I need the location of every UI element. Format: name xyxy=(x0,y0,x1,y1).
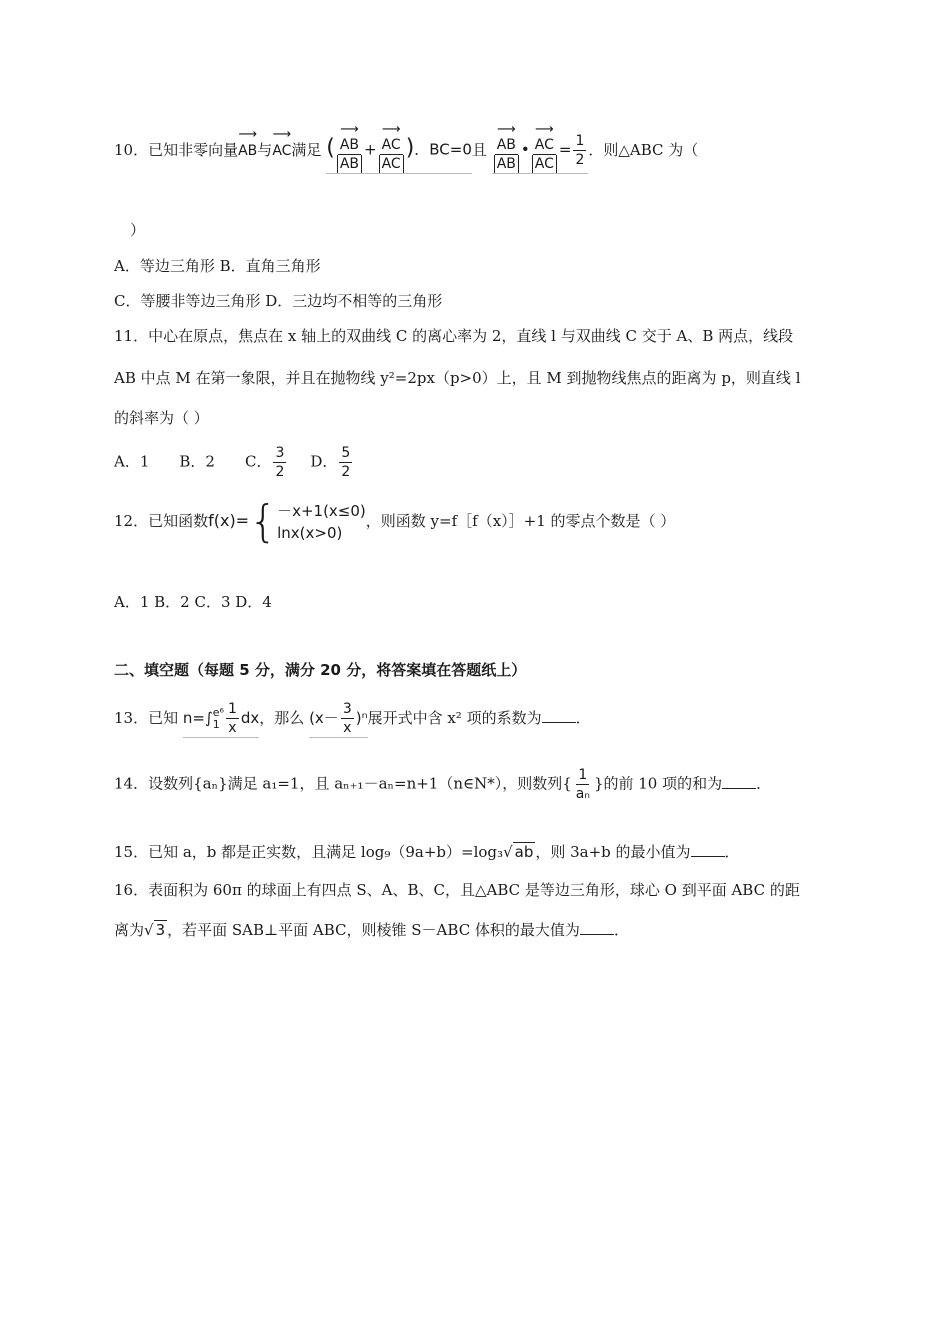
q11-opt-c: C． xyxy=(244,452,272,471)
q12-fx: f(x)= xyxy=(208,511,250,530)
q10-text-b: ．则△ABC 为（ xyxy=(588,141,699,159)
q13-prefix: 13．已知 xyxy=(114,709,179,727)
answer-blank xyxy=(542,708,576,723)
answer-blank xyxy=(691,842,725,857)
vector-ac: ⟶ AC xyxy=(272,133,291,161)
one-half: $\frac{1}{2}$ xyxy=(575,133,585,168)
q15-suffix: ，则 3a+b 的最小值为 xyxy=(535,843,691,861)
q13-line xyxy=(114,700,591,738)
q10-text-a: 已知非零向量 xyxy=(148,141,239,159)
piecewise-cases xyxy=(277,500,366,544)
unit-vector-ac: ⟶ $\frac{AC}{AC}$ xyxy=(379,128,404,173)
q14-suffix: }的前 10 项的和为 xyxy=(593,774,723,793)
q11-line-3: 的斜率为（ ） xyxy=(114,409,209,427)
q10-and2: 且 xyxy=(471,141,487,159)
three-halves: $\frac{3}{2}$ xyxy=(275,445,285,480)
q16-end: ． xyxy=(613,921,629,939)
binomial-formula: (x－ $\frac{3}{x}$ )ⁿ xyxy=(309,701,368,736)
q10-cond-tail: ．BC=0 xyxy=(414,140,472,159)
answer-blank xyxy=(580,920,614,935)
q12-options: A．1 B．2 C．3 D．4 xyxy=(114,593,272,611)
q11-opt-a: A．1 xyxy=(114,452,150,471)
q13-suffix: 展开式中含 x² 项的系数为 xyxy=(367,709,542,727)
q15-prefix: 15．已知 a，b 都是正实数，且满足 log₉（9a+b）=log₃ xyxy=(114,843,504,861)
q12-line xyxy=(114,496,676,547)
sqrt-3: √ 3 xyxy=(144,921,166,939)
q12-case-2: lnx(x>0) xyxy=(277,524,343,542)
q16-suffix-2: ，若平面 SAB⊥平面 ABC，则棱锥 S－ABC 体积的最大值为 xyxy=(167,921,580,939)
q10-close: ） xyxy=(130,221,146,239)
five-halves: $\frac{5}{2}$ xyxy=(341,445,351,480)
q10-line xyxy=(114,128,698,174)
reciprocal-an: $\frac{1}{\text{aₙ}}$ xyxy=(575,767,590,802)
q15-line xyxy=(114,842,740,862)
q14-end: ． xyxy=(756,774,772,793)
q14-prefix: 14．设数列{aₙ}满足 a₁=1，且 aₙ₊₁－aₙ=n+1（n∈N*），则数列{ xyxy=(114,774,572,793)
q15-end: ． xyxy=(724,843,740,861)
integral-formula: n=∫ e⁶ 1 $\frac{1}{x}$ dx xyxy=(182,701,260,736)
q10-dot-formula: ⟶ $\frac{AB}{AB}$ • ⟶ $\frac{AC}{AC}$ = $\frac{1}{2}$ xyxy=(492,128,589,174)
q13-end: ． xyxy=(575,709,591,727)
q10-options-2: C．等腰非等边三角形 D．三边均不相等的三角形 xyxy=(114,292,443,310)
brace-icon: { xyxy=(249,496,278,547)
q10-options-1: A．等边三角形 B．直角三角形 xyxy=(114,257,321,275)
answer-blank xyxy=(722,774,756,789)
q11-options xyxy=(114,444,354,481)
section-2-title: 二、填空题（每题 5 分，满分 20 分，将答案填在答题纸上） xyxy=(114,661,527,679)
q11-line-1: 11．中心在原点，焦点在 x 轴上的双曲线 C 的离心率为 2，直线 l 与双曲线 C 交于 A、B 两点，线段 xyxy=(114,327,794,345)
q10-number: 10． xyxy=(114,141,149,159)
q12-suffix: ，则函数 y=f［f（x）］+1 的零点个数是（ ） xyxy=(365,512,676,530)
q12-case-1: －x+1(x≤0) xyxy=(277,502,366,520)
vector-ab: ⟶ AB xyxy=(238,133,257,161)
q11-line-2: AB 中点 M 在第一象限，并且在抛物线 y²=2px（p>0）上，且 M 到抛物线焦点的距离为 p，则直线 l xyxy=(114,369,801,387)
sqrt-ab: √ ab xyxy=(503,843,534,861)
q14-line xyxy=(114,766,771,803)
q11-opt-b: B．2 xyxy=(179,452,215,471)
q16-line-2 xyxy=(114,920,629,940)
q11-opt-d: D． xyxy=(310,452,338,471)
unit-vector-ab: ⟶ $\frac{AB}{AB}$ xyxy=(337,128,362,173)
q10-condition-formula: ( ⟶ $\frac{AB}{AB}$ + ⟶ $\frac{AC}{AC}$ )．BC=0 xyxy=(326,128,472,174)
q16-prefix-2: 离为 xyxy=(114,921,145,939)
q10-and: 与 xyxy=(257,141,273,159)
q10-satisfy: 满足 xyxy=(291,141,322,159)
q12-prefix: 12．已知函数 xyxy=(114,512,209,530)
q16-line-1: 16．表面积为 60π 的球面上有四点 S、A、B、C，且△ABC 是等边三角形，球心 O 到平面 ABC 的距 xyxy=(114,881,800,899)
q13-mid: ，那么 xyxy=(259,709,305,727)
